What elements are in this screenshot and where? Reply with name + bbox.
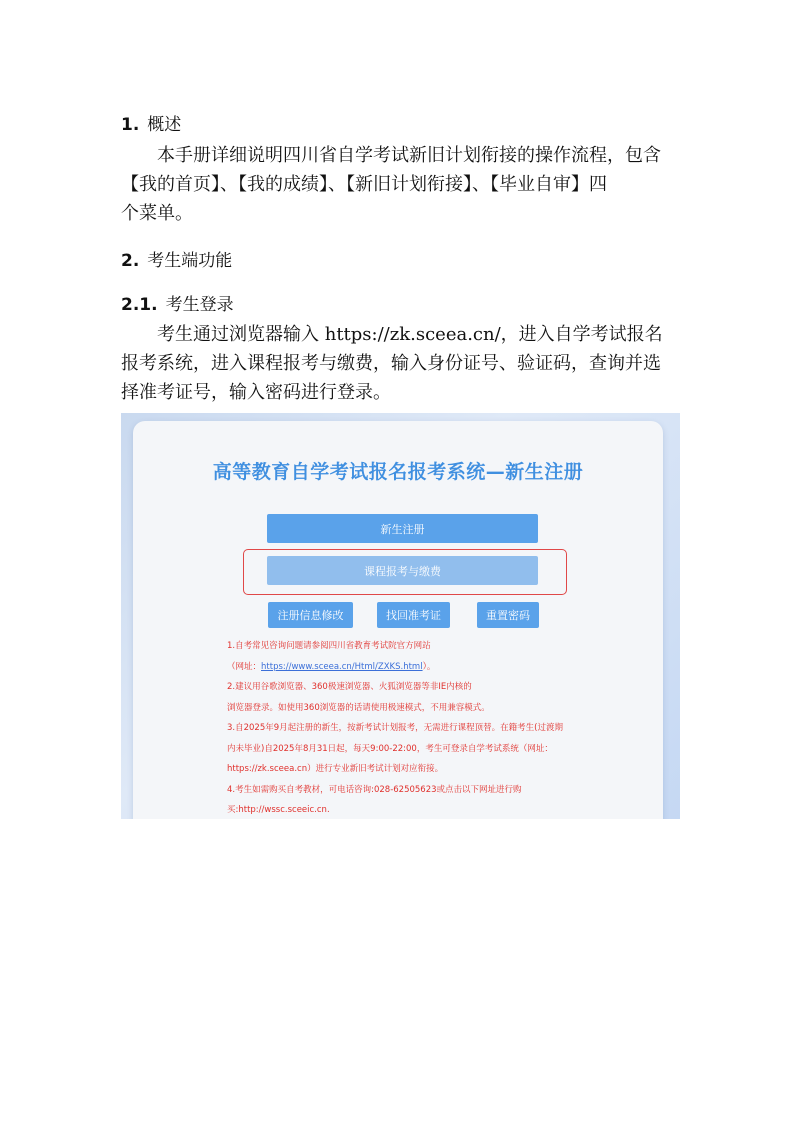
course-registration-payment-button[interactable]: 课程报考与缴费: [267, 556, 538, 585]
paragraph-line: 考生通过浏览器输入 https://zk.sceea.cn/，进入自学考试报名: [157, 324, 663, 345]
notice-line: 1.自考常见咨询问题请参阅四川省教育考试院官方网站: [227, 641, 431, 651]
paragraph-line: 【我的首页】、【我的成绩】、【新旧计划衔接】、【毕业自审】四: [121, 174, 607, 195]
find-admission-ticket-button[interactable]: 找回准考证: [377, 602, 450, 628]
section-number: 2.: [121, 251, 140, 271]
notice-line: 2.建议用谷歌浏览器、360极速浏览器、火狐浏览器等非IE内核的: [227, 682, 472, 692]
section-2-heading: [121, 246, 232, 271]
notice-line: 3.自2025年9月起注册的新生，按新考试计划报考，无需进行课程顶替。在籍考生(过渡期: [227, 723, 563, 733]
notice-text: （网址：: [227, 661, 262, 672]
paragraph-line: 择准考证号，输入密码进行登录。: [121, 382, 391, 403]
new-student-register-button[interactable]: 新生注册: [267, 514, 538, 543]
section-title: 考生端功能: [147, 251, 233, 271]
section-number: 1.: [121, 115, 140, 135]
section-title: 考生登录: [165, 295, 234, 315]
website-link[interactable]: https://www.sceea.cn/Html/ZXKS.html: [261, 661, 423, 672]
notice-line: 浏览器登录。如使用360浏览器的话请使用极速模式，不用兼容模式。: [227, 702, 490, 713]
notice-line: https://zk.sceea.cn）进行专业新旧考试计划对应衔接。: [227, 764, 444, 774]
section-number: 2.1.: [121, 295, 158, 315]
section-title: 概述: [147, 115, 182, 135]
notice-list: [227, 636, 647, 819]
section-1-paragraph: [121, 141, 683, 228]
paragraph-line: 本手册详细说明四川省自学考试新旧计划衔接的操作流程，包含: [157, 145, 661, 166]
notice-text: ）。: [422, 661, 436, 672]
paragraph-line: 报考系统，进入课程报考与缴费，输入身份证号、验证码，查询并选: [121, 353, 661, 374]
reset-password-button[interactable]: 重置密码: [477, 602, 539, 628]
paragraph-line: 个菜单。: [121, 203, 193, 224]
section-2-1-heading: [121, 290, 234, 315]
registration-card: [133, 421, 663, 819]
section-1-heading: [121, 110, 181, 135]
system-title: 高等教育自学考试报名报考系统—新生注册: [212, 461, 584, 483]
notice-line: [227, 657, 647, 678]
modify-registration-button[interactable]: 注册信息修改: [268, 602, 353, 628]
notice-line: 买:http://wssc.sceeic.cn.: [227, 805, 330, 815]
notice-line: 内未毕业)自2025年8月31日起，每天9:00-22:00，考生可登录自学考试系统（网址：: [227, 743, 553, 754]
notice-line: 4.考生如需购买自考教材，可电话咨询:028-62505623或点击以下网址进行购: [227, 784, 522, 795]
section-2-1-paragraph: [121, 320, 683, 407]
login-screenshot-figure: [121, 413, 680, 819]
